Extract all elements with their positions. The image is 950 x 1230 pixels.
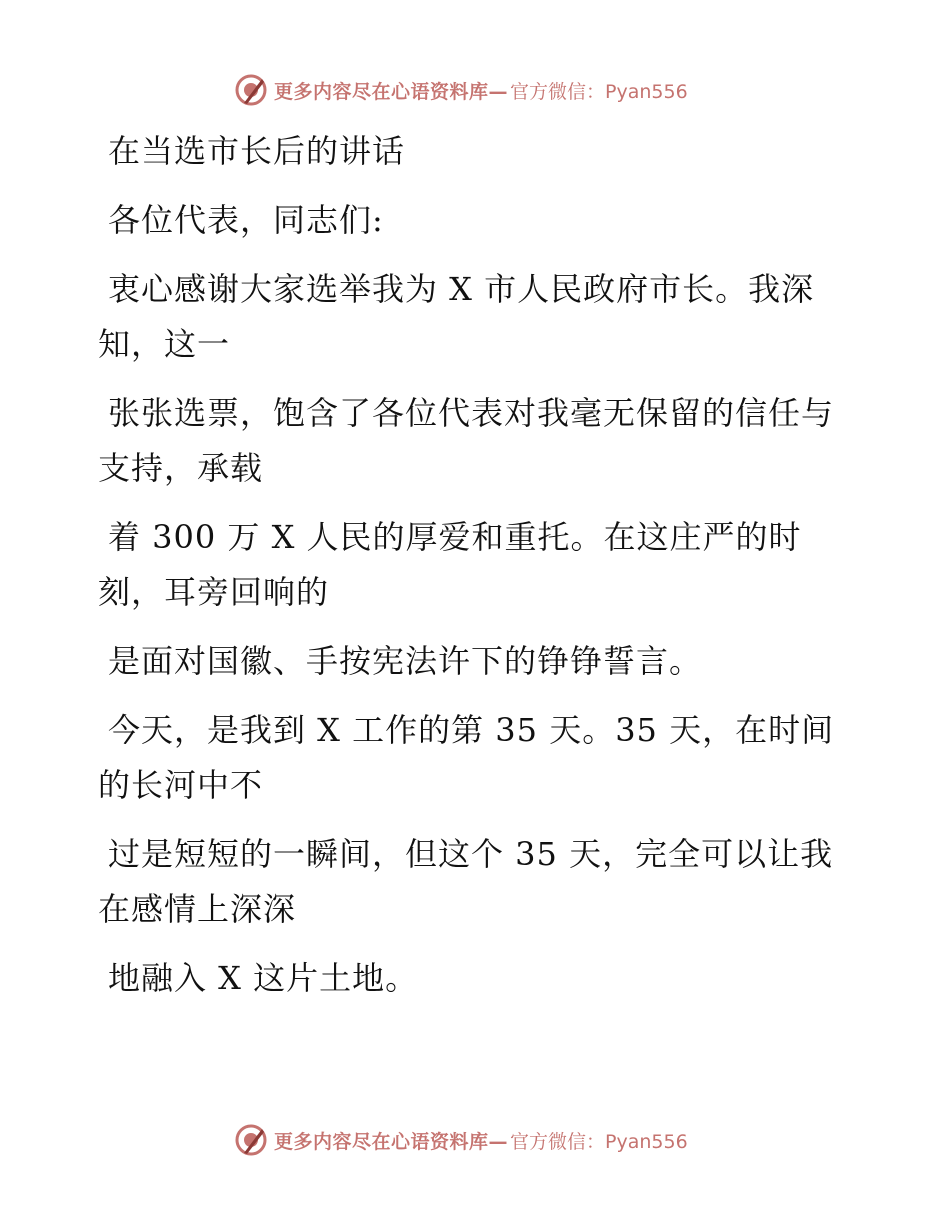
paragraph: 衷心感谢大家选举我为 X 市人民政府市长。我深知，这一 bbox=[98, 270, 815, 363]
header-banner bbox=[234, 72, 688, 108]
salutation: 各位代表，同志们: bbox=[108, 201, 384, 239]
banner-text: 更多内容尽在心语资料库— bbox=[274, 80, 509, 103]
paragraph: 过是短短的一瞬间，但这个 35 天，完全可以让我在感情上深深 bbox=[98, 835, 834, 928]
quill-seal-icon bbox=[234, 1123, 268, 1157]
banner-wechat: 官方微信：Pyan556 bbox=[510, 1130, 688, 1153]
footer-banner bbox=[234, 1122, 688, 1158]
document-title: 在当选市长后的讲话 bbox=[108, 132, 406, 170]
document-body bbox=[98, 124, 858, 1020]
banner-wechat: 官方微信：Pyan556 bbox=[510, 80, 688, 103]
quill-seal-icon bbox=[234, 73, 268, 107]
paragraph: 是面对国徽、手按宪法许下的铮铮誓言。 bbox=[108, 642, 703, 680]
paragraph: 地融入 X 这片土地。 bbox=[108, 959, 419, 997]
paragraph: 今天，是我到 X 工作的第 35 天。35 天，在时间的长河中不 bbox=[98, 711, 835, 804]
paragraph: 张张选票，饱含了各位代表对我毫无保留的信任与支持，承载 bbox=[98, 394, 835, 487]
banner-text: 更多内容尽在心语资料库— bbox=[274, 1130, 509, 1153]
paragraph: 着 300 万 X 人民的厚爱和重托。在这庄严的时刻，耳旁回响的 bbox=[98, 518, 802, 611]
